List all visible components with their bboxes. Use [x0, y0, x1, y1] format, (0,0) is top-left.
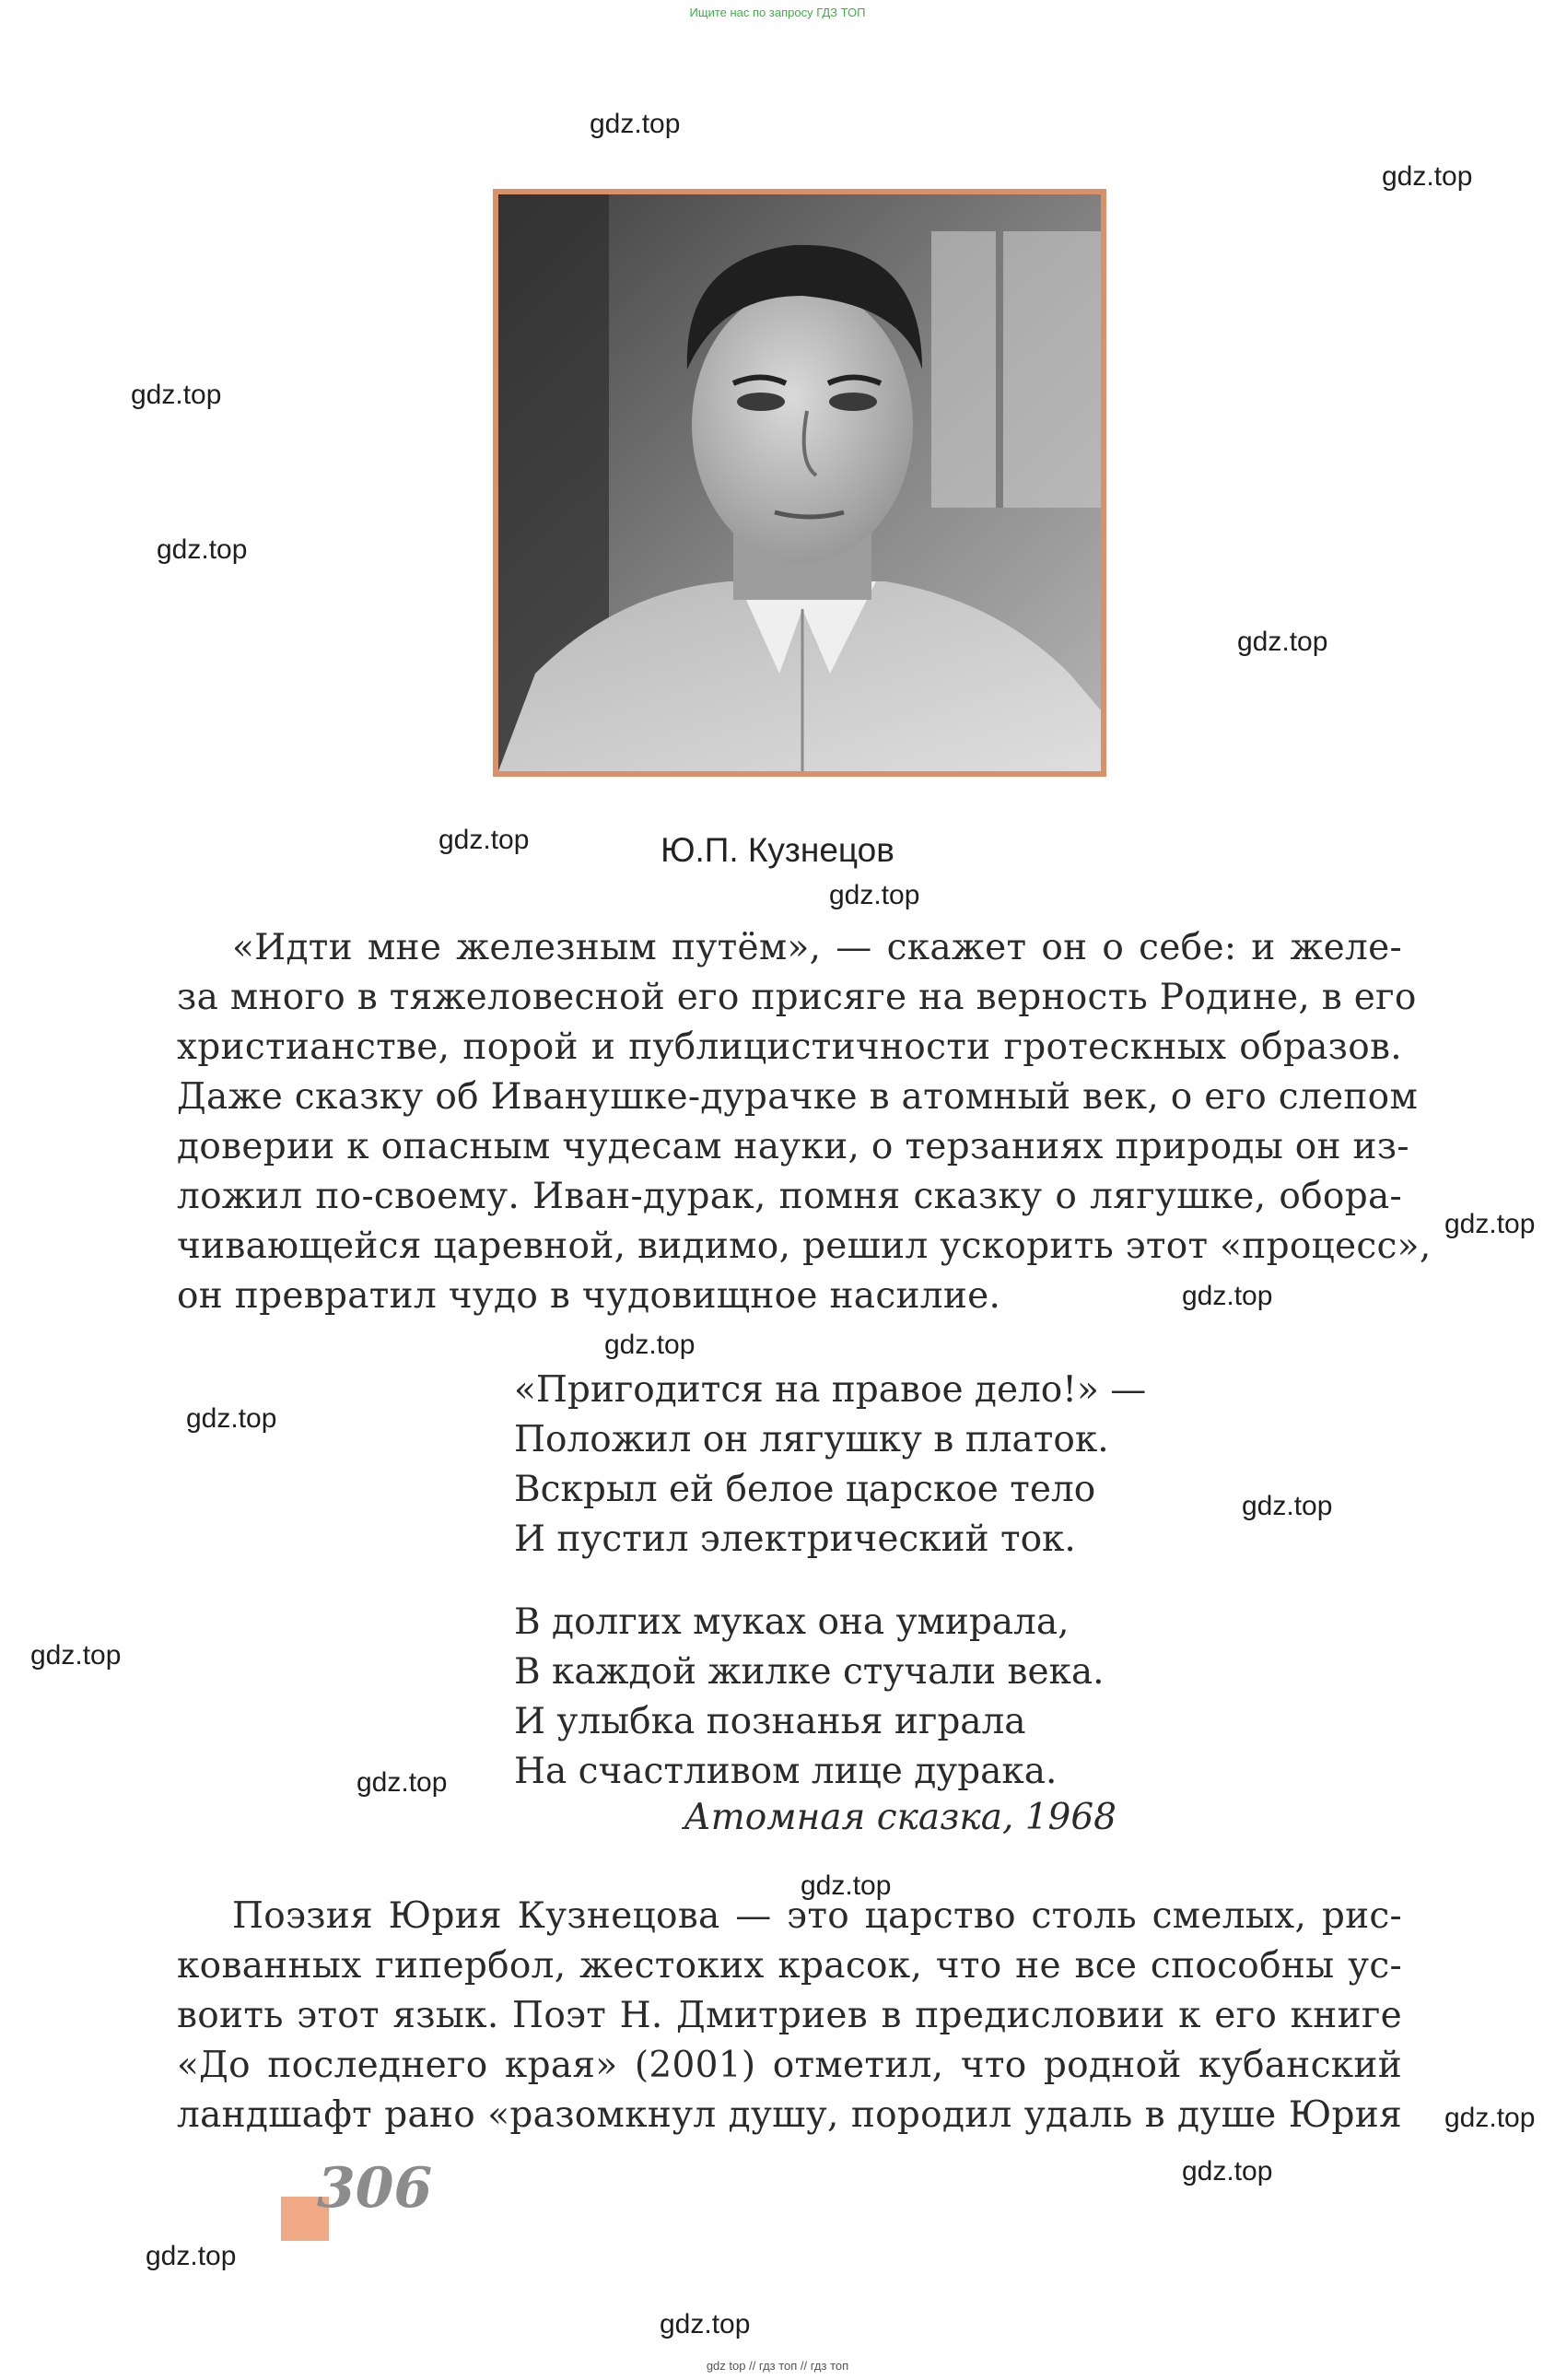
page-number: 306 [317, 2156, 433, 2221]
watermark: gdz.top [1182, 1281, 1273, 1311]
portrait-photo [493, 189, 1106, 777]
poem-verse: И улыбка познанья играла [514, 1701, 1026, 1742]
text-line: «До последнего края» (2001) отметил, что родной кубанский [177, 2045, 1402, 2086]
watermark: gdz.top [1182, 2156, 1273, 2187]
text-line: Поэзия Юрия Кузнецова — это царство столь смелых, рис- [232, 1895, 1402, 1937]
poem-verse: «Пригодится на правое дело!» — [514, 1369, 1147, 1411]
text-line: «Идти мне железным путём», — скажет он о себе: и желе- [232, 927, 1402, 968]
watermark: gdz.top [1237, 627, 1328, 657]
watermark: gdz.top [829, 880, 920, 910]
watermark: gdz.top [131, 380, 222, 410]
watermark: gdz.top [1242, 1491, 1333, 1521]
search-hint: Ищите нас по запросу ГДЗ ТОП [689, 6, 866, 19]
watermark: gdz.top [604, 1330, 696, 1360]
watermark: gdz.top [801, 1870, 892, 1901]
watermark: gdz.top [146, 2241, 237, 2271]
portrait-illustration [498, 194, 1101, 771]
text-line: Даже сказку об Иванушке-дурачке в атомный век, о его слепом [177, 1076, 1419, 1118]
photo-caption: Ю.П. Кузнецов [661, 831, 894, 869]
poem-verse: Вскрыл ей белое царское тело [514, 1469, 1096, 1510]
text-line: христианстве, порой и публицистичности гротескных образов. [177, 1026, 1402, 1068]
text-line: ландшафт рано «разомкнул душу, породил удаль в душе Юрия [177, 2094, 1402, 2136]
poem-verse: И пустил электрический ток. [514, 1518, 1076, 1560]
watermark: gdz.top [30, 1640, 122, 1671]
watermark: gdz.top [590, 109, 681, 139]
watermark: gdz.top [438, 825, 530, 855]
poem-stanza-1 [514, 1366, 1146, 1565]
poem-verse: В долгих муках она умирала, [514, 1601, 1070, 1643]
text-line: кованных гипербол, жестоких красок, что не все способны ус- [177, 1945, 1402, 1987]
poem-source: Атомная сказка, 1968 [684, 1797, 1117, 1838]
text-line: чивающейся царевной, видимо, решил ускорить этот «процесс», [177, 1225, 1432, 1267]
text-line: за много в тяжеловесной его присяге на верность Родине, в его [177, 977, 1417, 1018]
text-line: он превратил чудо в чудовищное насилие. [177, 1275, 1001, 1317]
poem-verse: На счастливом лице дурака. [514, 1751, 1058, 1792]
text-line: воить этот язык. Поэт Н. Дмитриев в предисловии к его книге [177, 1995, 1402, 2036]
poem-stanza-2 [514, 1598, 1105, 1797]
paragraph-poetry [177, 1892, 1402, 2140]
text-line: доверии к опасным чудесам науки, о терзаниях природы он из- [177, 1126, 1409, 1167]
poem-verse: В каждой жилке стучали века. [514, 1651, 1105, 1693]
watermark: gdz.top [1444, 1209, 1536, 1239]
watermark: gdz.top [1382, 161, 1473, 192]
watermark: gdz.top [1444, 2103, 1536, 2133]
poem-verse: Положил он лягушку в платок. [514, 1419, 1109, 1460]
watermark: gdz.top [157, 534, 248, 565]
watermark: gdz.top [186, 1403, 277, 1434]
watermark: gdz.top [660, 2309, 751, 2339]
paragraph-intro [177, 923, 1432, 1321]
footer-links: gdz top // гдз топ // гдз топ [706, 2359, 849, 2373]
text-line: ложил по-своему. Иван-дурак, помня сказку о лягушке, обора- [177, 1176, 1402, 1217]
watermark: gdz.top [357, 1767, 448, 1798]
